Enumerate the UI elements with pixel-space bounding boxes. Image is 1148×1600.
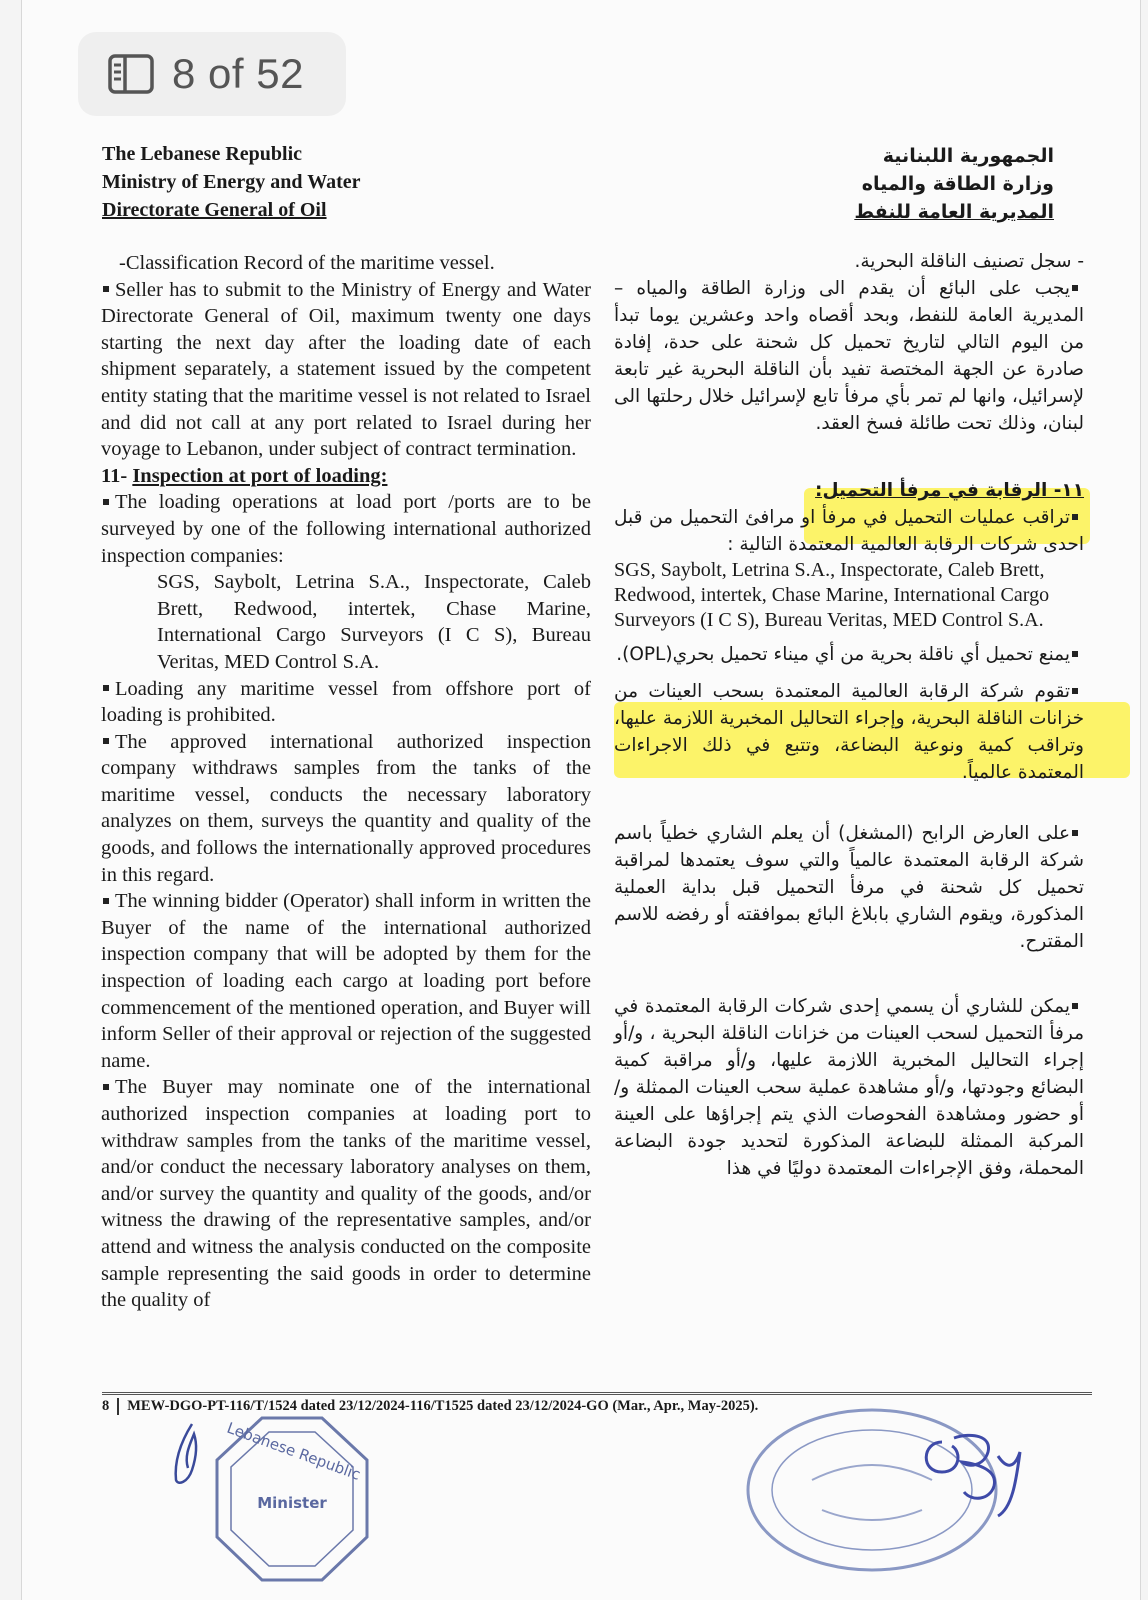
signature-left-icon <box>162 1420 212 1490</box>
en-classification: -Classification Record of the maritime vessel. <box>119 252 495 274</box>
stamp-text-top: Lebanese Republic <box>224 1418 363 1484</box>
header-en-line2: Ministry of Energy and Water <box>102 171 361 193</box>
footer-divider <box>102 1392 1092 1395</box>
signature-right-icon <box>902 1412 1042 1522</box>
en-buyer-nominate: The Buyer may nominate one of the international authorized inspection companies at loading port to withdraw samples from the tanks of the maritime vessel, and/or conduct the necessary laboratory analyses on them, and/or survey the quantity and quality of the goods, and/or witness the drawing of the representative samples, and/or attend and witness the analysis conducted on the composite sample representing the said goods in order to determine the quality of <box>101 1076 591 1312</box>
header-english <box>102 140 361 224</box>
bullet-icon <box>1072 688 1078 694</box>
ar-buyer-nominate: يمكن للشاري أن يسمي إحدى شركات الرقابة المعتمدة في مرفأ التحميل لسحب العينات من خزانات الناقلة البحرية ، و/أو إجراء التحاليل المخبرية اللازمة عليها، و/أو مراقبة كمية البضائع وجودتها، و/أو مشاهدة عملية سحب العينات الممثلة و/أو حضور ومشاهدة الفحوصات الذي يتم إجراؤها على العينة المركبة الممثلة للبضاعة المذكورة لتحديد جودة البضاعة المحملة، وفق الإجراءات المعتمدة دوليًا في هذا <box>614 996 1084 1179</box>
bullet-icon <box>1072 651 1078 657</box>
ar-samples: تقوم شركة الرقابة العالمية المعتمدة بسحب العينات من خزانات الناقلة البحرية، وإجراء التحاليل المخبرية اللازمة عليها، وتراقب كمية ونوعية البضاعة، وتتبع في ذلك الاجراءات المعتمدة عالمياً. <box>614 681 1084 783</box>
bullet-icon <box>1072 514 1078 520</box>
stamp-text-center: Minister <box>257 1494 327 1512</box>
ar-classification: - سجل تصنيف الناقلة البحرية. <box>854 251 1084 272</box>
footer-page-number: 8 <box>102 1398 119 1415</box>
header-en-line1: The Lebanese Republic <box>102 143 303 165</box>
ar-loading-survey: تراقب عمليات التحميل في مرفأ او مرافئ التحميل من قبل احدى شركات الرقابة العالمية المعتمدة التالية : <box>614 507 1084 555</box>
bullet-icon <box>103 286 109 292</box>
en-samples: The approved international authorized inspection company withdraws samples from the tanks of the maritime vessel, conducts the necessary laboratory analyzes on them, surveys the quantity and quality of the goods, and follows the internationally approved procedures in this regard. <box>101 730 591 886</box>
page-indicator[interactable] <box>78 32 346 116</box>
document-page <box>22 0 1140 1600</box>
bullet-icon <box>1072 1003 1078 1009</box>
en-offshore-prohibited: Loading any maritime vessel from offshore port of loading is prohibited. <box>101 677 591 727</box>
bullet-icon <box>1072 285 1078 291</box>
ar-operator-inform: على العارض الرابح (المشغل) أن يعلم الشاري خطياً باسم شركة الرقابة المعتمدة عالمياً والتي سوف يعتمدها لمراقبة تحميل كل شحنة في مرفأ التحميل قبل بداية العملية المذكورة، ويقوم الشاري بابلاغ البائع بموافقته أو رفضه للاسم المقترح. <box>614 823 1084 952</box>
page-count-label: 8 of 52 <box>172 50 304 97</box>
bullet-icon <box>103 1084 109 1090</box>
ar-israel-statement: يجب على البائع أن يقدم الى وزارة الطاقة والمياه – المديرية العامة للنفط، وبحد أقصاه واحد وعشرين يوما تبدأ من اليوم التالي لتاريخ تحميل كل شحنة على حدة، إفادة صادرة عن الجهة المختصة تفيد بأن الناقلة البحرية غير تابعة لإسرائيل، وانها لم تمر بأي مرفأ تابع لإسرائيل خلال رحلتها الى لبنان، وذلك تحت طائلة فسخ العقد. <box>614 278 1084 434</box>
bullet-icon <box>103 738 109 744</box>
en-section-heading: 11- Inspection at port of loading: <box>101 464 388 487</box>
footer-ref-text: MEW-DGO-PT-116/T/1524 dated 23/12/2024-116/T1525 dated 23/12/2024-GO (Mar., Apr., May-2025). <box>127 1398 759 1414</box>
header-en-line3: Directorate General of Oil <box>102 199 327 221</box>
bullet-icon <box>103 685 109 691</box>
footer-reference <box>102 1398 758 1415</box>
bullet-icon <box>1072 830 1078 836</box>
ar-offshore-prohibited: يمنع تحميل أي ناقلة بحرية من أي ميناء تحميل بحري(OPL). <box>614 641 1084 668</box>
header-ar-line3: المديرية العامة للنفط <box>854 201 1054 223</box>
header-ar-line2: وزارة الطاقة والمياه <box>861 173 1054 195</box>
english-column <box>101 250 591 1314</box>
bullet-icon <box>103 898 109 904</box>
sidebar-toggle-icon[interactable] <box>108 54 154 94</box>
minister-stamp-icon <box>207 1412 377 1587</box>
ar-company-list: SGS, Saybolt, Letrina S.A., Inspectorate, Caleb Brett, Redwood, intertek, Chase Marine, International Cargo Surveyors (I C S), Bureau Veritas, MED Control S.A. <box>614 559 1050 631</box>
en-operator-inform: The winning bidder (Operator) shall inform in written the Buyer of the name of the international authorized inspection company that will be adopted by them for the inspection of loading each cargo at loading port before commencement of the mentioned operation, and Buyer will inform Seller of their approval or rejection of the suggested name. <box>101 890 591 1072</box>
header-ar-line1: الجمهورية اللبنانية <box>882 145 1054 167</box>
header-arabic <box>854 142 1054 226</box>
en-loading-survey: The loading operations at load port /ports are to be surveyed by one of the following international authorized inspection companies: <box>101 491 591 567</box>
bullet-icon <box>103 499 109 505</box>
ar-section-heading: ١١- الرقابة في مرفأ التحميل: <box>815 480 1084 501</box>
arabic-column <box>614 248 1084 1182</box>
en-israel-statement: Seller has to submit to the Ministry of Energy and Water Directorate General of Oil, maximum twenty one days starting the next day after the loading date of each shipment separately, a statement issued by the competent entity stating that the maritime vessel is not related to Israel and did not call at any port related to Israel during her voyage to Lebanon, under subject of contract termination. <box>101 278 591 461</box>
en-company-list: SGS, Saybolt, Letrina S.A., Inspectorate, Caleb Brett, Redwood, intertek, Chase Marine, International Cargo Surveyors (I C S), Bureau Veritas, MED Control S.A. <box>157 571 591 673</box>
